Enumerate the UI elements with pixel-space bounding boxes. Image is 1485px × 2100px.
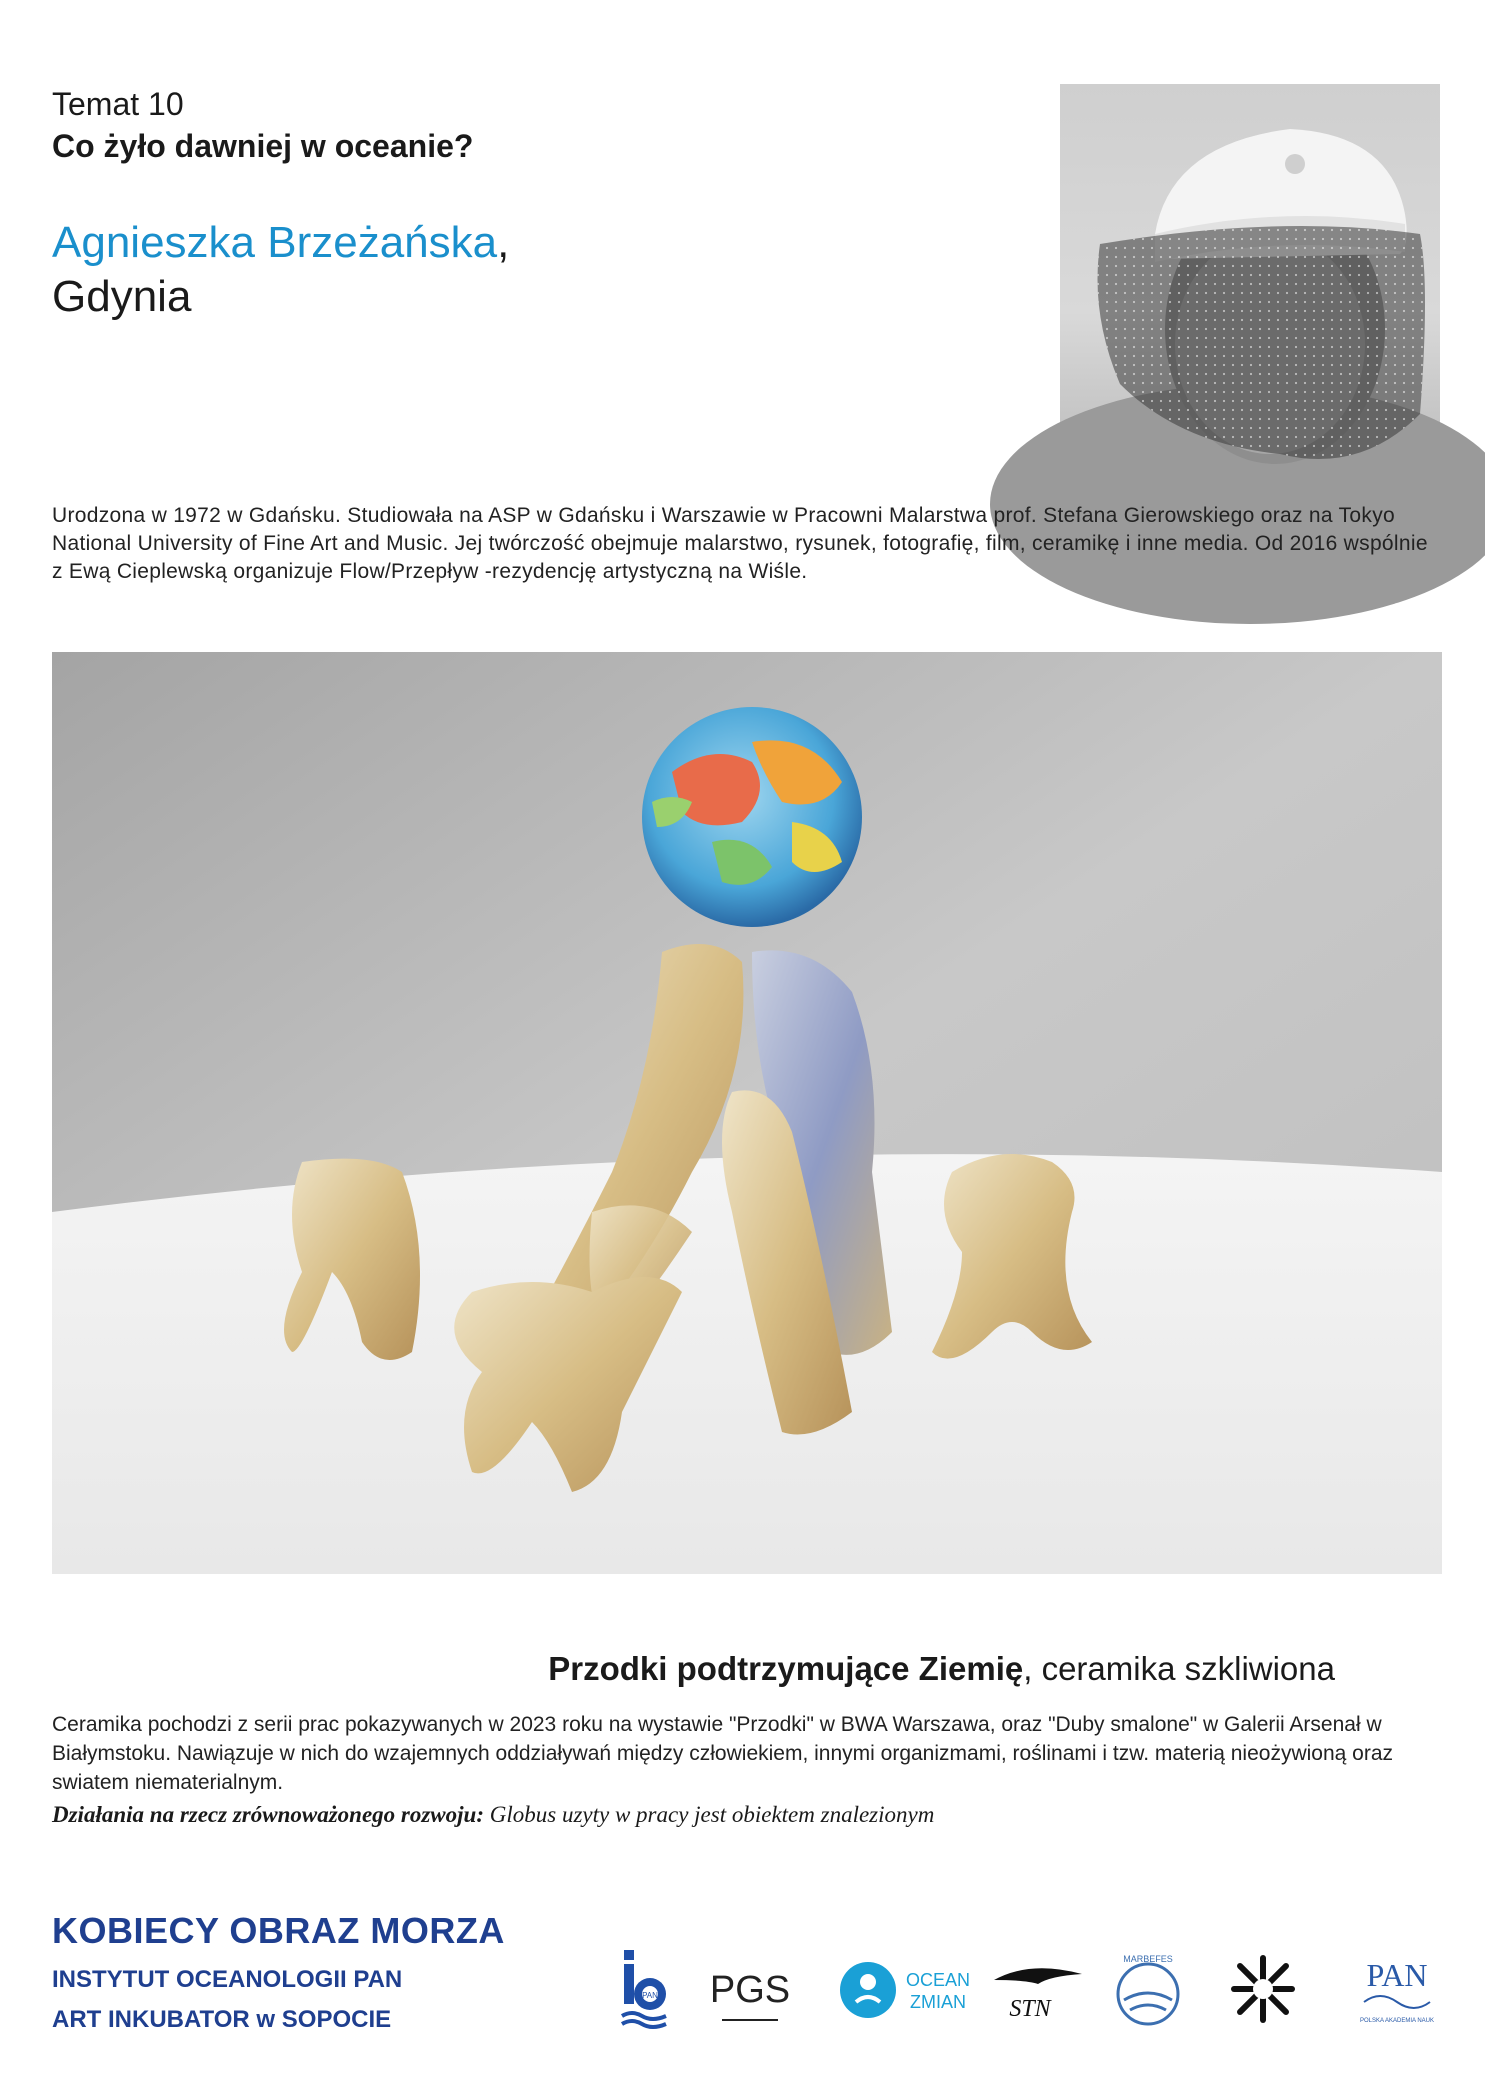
artist-name: Agnieszka Brzeżańska [52,218,498,267]
pan-logo-text: PAN [1366,1957,1428,1993]
footer-title: KOBIECY OBRAZ MORZA [52,1910,505,1951]
artist-city: Gdynia [52,272,192,321]
iopan-logo-text: PAN [642,1991,658,2000]
pan-logo [1352,1950,1442,2028]
artwork-description: Ceramika pochodzi z serii prac pokazywanych w 2023 roku na wystawie "Przodki" w BWA Warszawa, oraz "Duby smalone" w Galerii Arsenał w Białymstoku. Nawiązuje w nich do wzajemnych oddziaływań między człowiekiem, innymi organizmami, roślinami i tzw. materią nieożywioną oraz swiatem niematerialnym. [52,1713,1394,1794]
topic-title: Co żyło dawniej w oceanie? [52,128,474,164]
ocean-zmian-line1: OCEAN [905,1970,971,1990]
topic-number: Temat 10 [52,86,184,122]
stn-logo [990,1950,1086,2028]
footer-art-incubator: ART INKUBATOR w SOPOCIE [52,2006,392,2033]
iopan-logo [620,1950,670,2028]
stn-logo-text: STN [1009,1996,1051,2022]
artwork-caption [548,1650,1335,1688]
artwork-medium: , ceramika szkliwiona [1023,1650,1335,1687]
marbefes-logo [1110,1950,1186,2028]
pan-logo-subtext: POLSKA AKADEMIA NAUK [1359,2018,1435,2024]
artist-line [52,218,509,268]
art-incubator-logo [1228,1950,1298,2028]
ocean-zmian-line2: ZMIAN [910,1992,966,2012]
ocean-zmian-logo [838,1950,978,2028]
sustainability-label: Działania na rzecz zrównoważonego rozwoju: [52,1802,484,1827]
artist-portrait [1060,84,1440,464]
artist-separator: , [497,218,510,267]
sustainability-text: Globus uzyty w pracy jest obiektem znalezionym [484,1802,935,1827]
pgs-logo-text: PGS [709,1969,791,2011]
pgs-logo [709,1950,791,2028]
marbefes-logo-text: MARBEFES [1123,1954,1173,1964]
sustainability-note [52,1802,934,1828]
artist-bio: Urodzona w 1972 w Gdańsku. Studiowała na ASP w Gdańsku i Warszawie w Pracowni Malarstwa prof. Stefana Gierowskiego oraz na Tokyo National University of Fine Art and Music. Jej twórczość obejmuje malarstwo, rysunek, fotografię, film, ceramikę i inne media. Od 2016 wspólnie z Ewą Cieplewską organizuje Flow/Przepływ -rezydencję artystyczną na Wiśle. [52,504,1428,583]
artwork-photo [52,652,1442,1574]
artwork-title: Przodki podtrzymujące Ziemię [548,1650,1024,1687]
footer-institute: INSTYTUT OCEANOLOGII PAN [52,1966,403,1993]
